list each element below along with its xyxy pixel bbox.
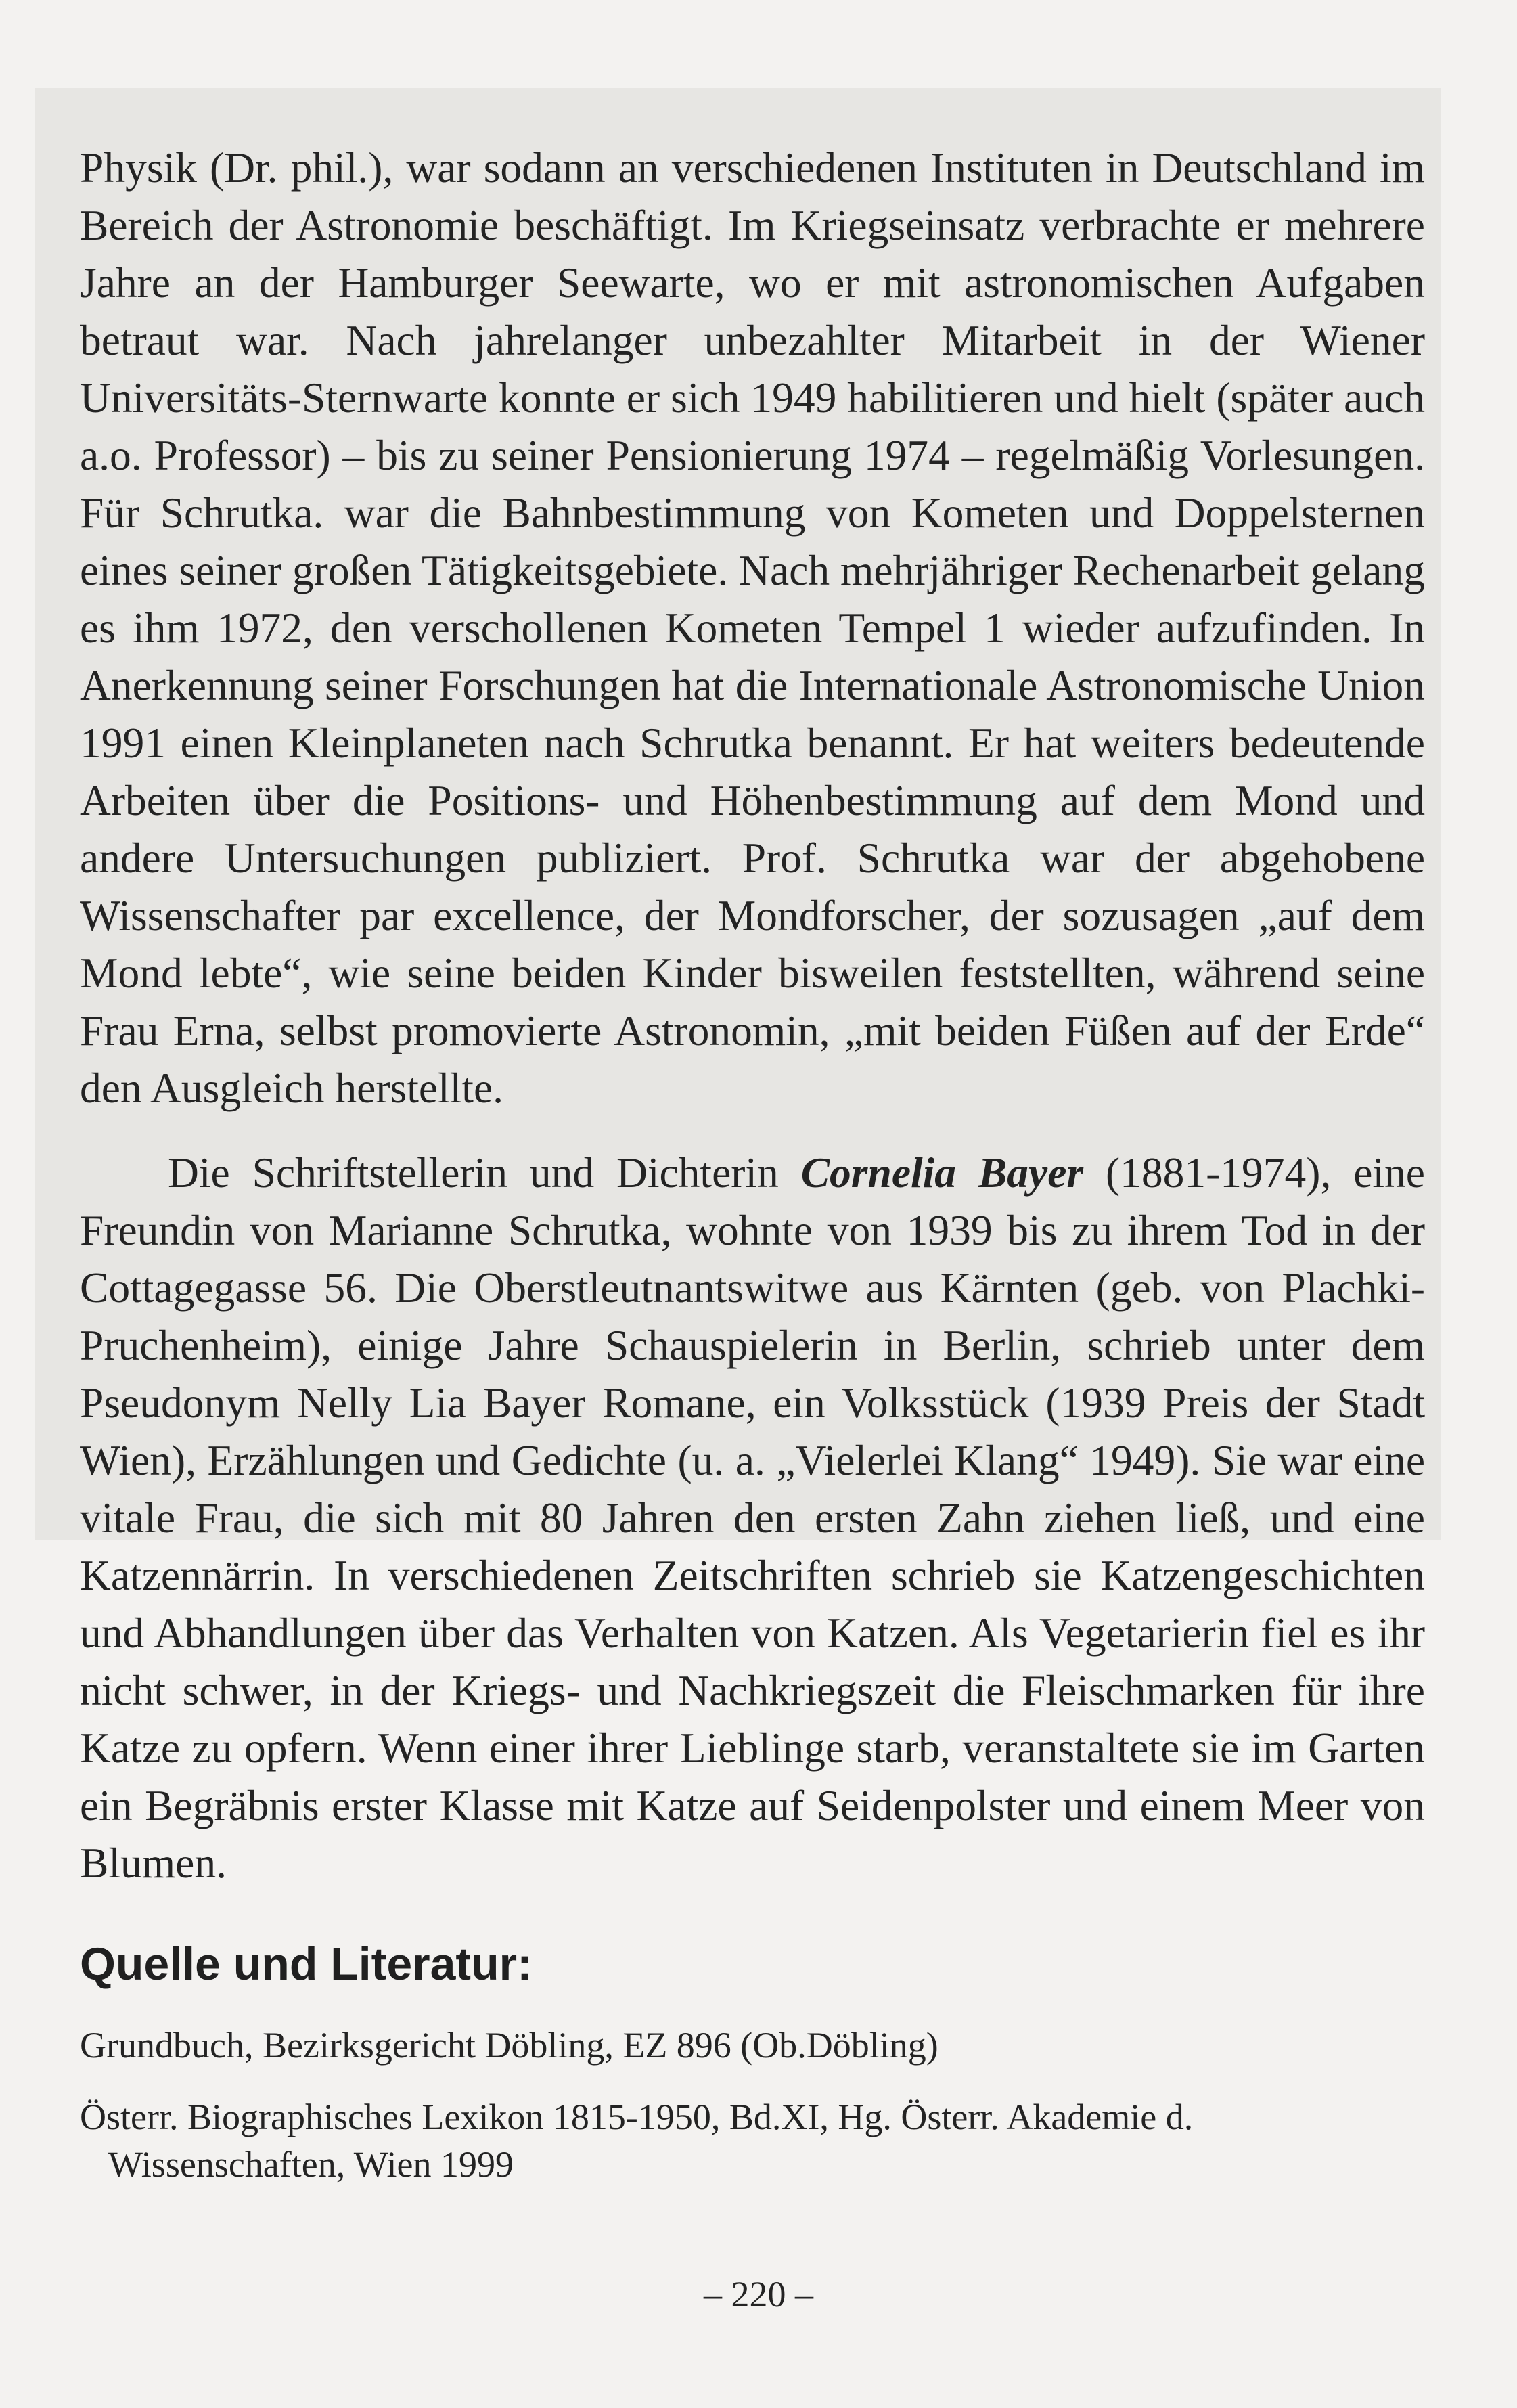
page-number: – 220 –: [704, 2274, 813, 2315]
paragraph-schrutka-biography: Physik (Dr. phil.), war sodann an verschiedenen Instituten in Deutschland im Bereich der Astronomie beschäftigt. Im Kriegseinsatz verbrachte er mehrere Jahre an der Hamburger Seewarte, wo er mit astronomischen Aufgaben betraut war. Nach jahrelanger unbezahlter Mitarbeit in der Wiener Universitäts-Sternwarte konnte er sich 1949 habilitieren und hielt (später auch a.o. Professor) – bis zu seiner Pensionierung 1974 – regelmäßig Vorlesungen. Für Schrutka. war die Bahnbestimmung von Kometen und Doppelsternen eines seiner großen Tätigkeitsgebiete. Nach mehrjähriger Rechenarbeit gelang es ihm 1972, den verschollenen Kometen Tempel 1 wieder aufzufinden. In Anerkennung seiner Forschungen hat die Internationale Astronomische Union 1991 einen Kleinplaneten nach Schrutka benannt. Er hat weiters bedeutende Arbeiten über die Positions- und Höhenbestimmung auf dem Mond und andere Untersuchungen publiziert. Prof. Schrutka war der abgehobene Wissenschafter par excellence, der Mondforscher, der sozusagen „auf dem Mond lebte“, wie seine beiden Kinder bisweilen feststellten, während seine Frau Erna, selbst promovierte Astronomin, „mit beiden Füßen auf der Erde“ den Ausgleich herstellte.: [80, 143, 1425, 1112]
source-item: Grundbuch, Bezirksgericht Döbling, EZ 896 (Ob.Döbling): [80, 2025, 938, 2066]
sources-list: [80, 2022, 1425, 2188]
person-name-cornelia-bayer: Cornelia Bayer: [800, 1149, 1084, 1197]
sources-heading: Quelle und Literatur:: [80, 1938, 533, 1990]
paragraph-body-text: (1881-1974), eine Freundin von Marianne Schrutka, wohnte von 1939 bis zu ihrem Tod in der Cottagegasse 56. Die Oberstleutnantswitwe aus Kärnten (geb. von Plachki-Pruchenheim), einige Jahre Schauspielerin in Berlin, schrieb unter dem Pseudonym Nelly Lia Bayer Romane, ein Volksstück (1939 Preis der Stadt Wien), Erzählungen und Gedichte (u. a. „Vielerlei Klang“ 1949). Sie war eine vitale Frau, die sich mit 80 Jahren den ersten Zahn ziehen ließ, und eine Katzennärrin. In verschiedenen Zeitschriften schrieb sie Katzengeschichten und Abhandlungen über das Verhalten von Katzen. Als Vegetarierin fiel es ihr nicht schwer, in der Kriegs- und Nachkriegszeit die Fleischmarken für ihre Katze zu opfern. Wenn einer ihrer Lieblinge starb, veranstaltete sie im Garten ein Begräbnis erster Klasse mit Katze auf Seidenpolster und einem Meer von Blumen.: [80, 1149, 1425, 1887]
paragraph-cornelia-bayer: [80, 1144, 1425, 1892]
source-item: Österr. Biographisches Lexikon 1815-1950, Bd.XI, Hg. Österr. Akademie d. Wissenschaften, Wien 1999: [80, 2097, 1194, 2185]
paragraph-intro-text: Die Schriftstellerin und Dichterin: [168, 1149, 801, 1197]
page-body: [80, 139, 1425, 2212]
